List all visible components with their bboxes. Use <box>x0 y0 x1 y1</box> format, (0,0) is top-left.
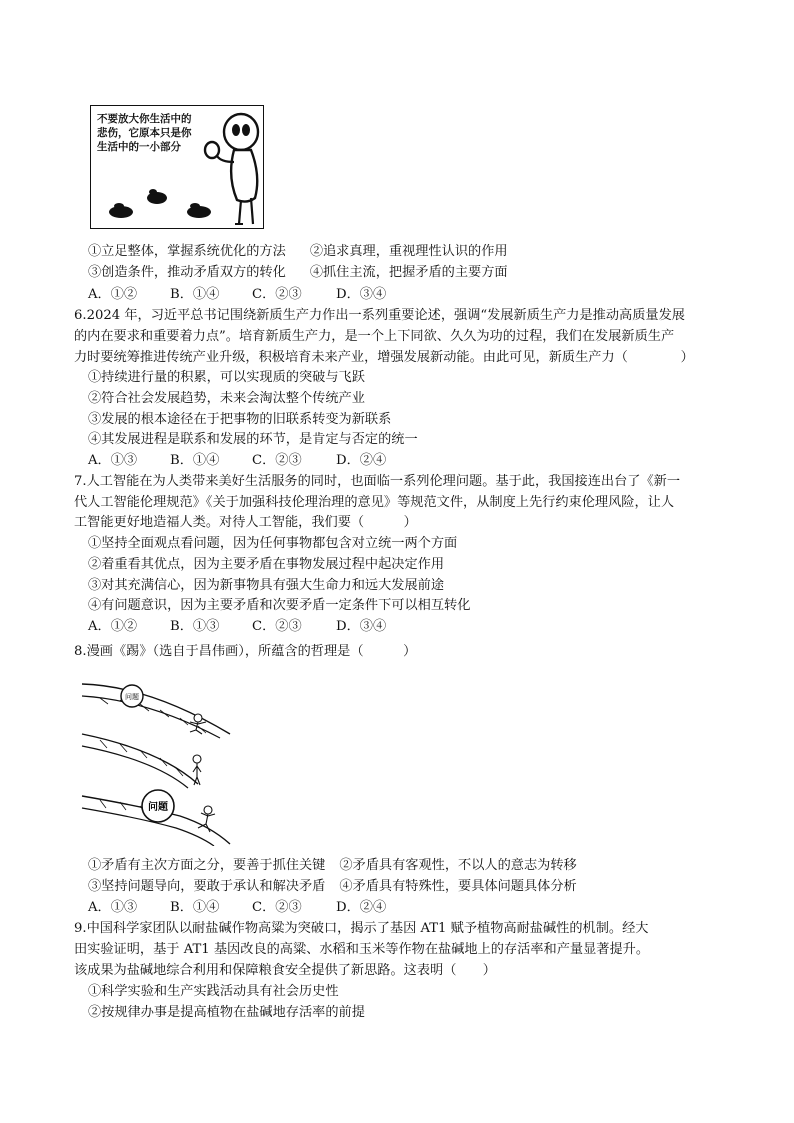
q8-option-row <box>88 878 577 896</box>
caption-line: 生活中的一小部分 <box>97 141 181 153</box>
caption-line: 悲伤，它原本只是你 <box>97 127 192 139</box>
q7-choice-d[interactable]: D．③④ <box>336 619 387 634</box>
q5-choice-b[interactable]: B．①④ <box>170 287 220 302</box>
q8-option-3: ③坚持问题导向，要敢于承认和解决矛盾 <box>88 879 326 894</box>
q7-stem-line: 7.人工智能在为人类带来美好生活服务的同时，也面临一系列伦理问题。基于此，我国接连出台了《新一 <box>74 474 681 489</box>
q9-stem-line: 9.中国科学家团队以耐盐碱作物高粱为突破口，揭示了基因 AT1 赋予植物高耐盐碱性的机制。经大 <box>74 921 649 936</box>
q8-option-1: ①矛盾有主次方面之分，要善于抓住关键 <box>88 858 326 873</box>
q6-choice-a[interactable]: A．①③ <box>88 453 138 468</box>
q8-choices <box>88 899 386 917</box>
q8-choice-b[interactable]: B．①④ <box>170 900 220 915</box>
q6-option-1: ①持续进行量的积累，可以实现质的突破与飞跃 <box>88 370 365 385</box>
q5-option-4: ④抓住主流，把握矛盾的主要方面 <box>309 265 508 280</box>
q6-option-4: ④其发展进程是联系和发展的环节，是肯定与否定的统一 <box>88 432 418 447</box>
q7-option-3: ③对其充满信心，因为新事物具有强大生命力和远大发展前途 <box>88 578 445 593</box>
q6-choice-d[interactable]: D．②④ <box>336 453 387 468</box>
kick-cartoon-figure <box>80 676 260 846</box>
q7-choice-c[interactable]: C．②③ <box>252 619 302 634</box>
q8-choice-a[interactable]: A．①③ <box>88 900 138 915</box>
kick-cartoon-drawing <box>80 676 260 846</box>
q9-option-1: ①科学实验和生产实践活动具有社会历史性 <box>88 984 339 999</box>
q7-option-4: ④有问题意识，因为主要矛盾和次要矛盾一定条件下可以相互转化 <box>88 598 471 613</box>
q7-option-2: ②着重看其优点，因为主要矛盾在事物发展过程中起决定作用 <box>88 557 445 572</box>
q6-stem-line: 6.2024 年，习近平总书记围绕新质生产力作出一系列重要论述，强调“发展新质生产力是推动高质量发展 <box>74 308 685 323</box>
cartoon-caption <box>97 112 192 154</box>
caption-line: 不要放大你生活中的 <box>97 113 192 125</box>
q6-choice-b[interactable]: B．①④ <box>170 453 220 468</box>
q7-choice-b[interactable]: B．①③ <box>170 619 220 634</box>
q8-stem: 8.漫画《踢》（选自于昌伟画），所蕴含的哲理是（ ） <box>74 644 417 659</box>
problem-ball-label-large: 问题 <box>148 802 168 813</box>
q5-option-3: ③创造条件，推动矛盾双方的转化 <box>88 265 286 280</box>
q6-stem-line: 力时要统筹推进传统产业升级，积极培育未来产业，增强发展新动能。由此可见，新质生产力（ ） <box>74 350 694 365</box>
q5-option-2: ②追求真理，重视理性认识的作用 <box>309 244 508 259</box>
q7-choices <box>88 618 386 636</box>
q5-option-1: ①立足整体，掌握系统优化的方法 <box>88 244 286 259</box>
q7-stem-line: 代人工智能伦理规范》《关于加强科技伦理治理的意见》等规范文件，从制度上先行约束伦理风险，让人 <box>74 495 675 510</box>
q8-choice-c[interactable]: C．②③ <box>252 900 302 915</box>
q5-option-row <box>88 243 508 261</box>
q6-option-2: ②符合社会发展趋势，未来会淘汰整个传统产业 <box>88 391 365 406</box>
q8-option-row <box>88 857 577 875</box>
q9-stem-line: 田实验证明，基于 AT1 基因改良的高粱、水稻和玉米等作物在盐碱地上的存活率和产量显著提升。 <box>74 942 650 957</box>
q8-choice-d[interactable]: D．②④ <box>336 900 387 915</box>
q5-choice-c[interactable]: C．②③ <box>252 287 302 302</box>
q7-option-1: ①坚持全面观点看问题，因为任何事物都包含对立统一两个方面 <box>88 536 458 551</box>
q6-option-3: ③发展的根本途径在于把事物的旧联系转变为新联系 <box>88 412 392 427</box>
q7-stem-line: 工智能更好地造福人类。对待人工智能，我们要（ ） <box>74 515 417 530</box>
cartoon-magnifier-figure <box>90 105 264 229</box>
q6-stem-line: 的内在要求和重要着力点”。培育新质生产力，是一个上下同欲、久久为功的过程，我们在发展新质生产 <box>74 329 675 344</box>
q5-option-row <box>88 264 508 282</box>
q5-choices <box>88 286 386 304</box>
q8-option-2: ②矛盾具有客观性，不以人的意志为转移 <box>339 858 577 873</box>
q9-option-2: ②按规律办事是提高植物在盐碱地存活率的前提 <box>88 1005 365 1020</box>
problem-ball-label-small: 问题 <box>125 693 139 701</box>
q5-choice-a[interactable]: A．①② <box>88 287 138 302</box>
q9-stem-line: 该成果为盐碱地综合利用和保障粮食安全提供了新思路。这表明（ ） <box>74 963 496 978</box>
q6-choices <box>88 452 386 470</box>
q5-choice-d[interactable]: D．③④ <box>336 287 387 302</box>
q7-choice-a[interactable]: A．①② <box>88 619 138 634</box>
q8-option-4: ④矛盾具有特殊性，要具体问题具体分析 <box>339 879 577 894</box>
q6-choice-c[interactable]: C．②③ <box>252 453 302 468</box>
